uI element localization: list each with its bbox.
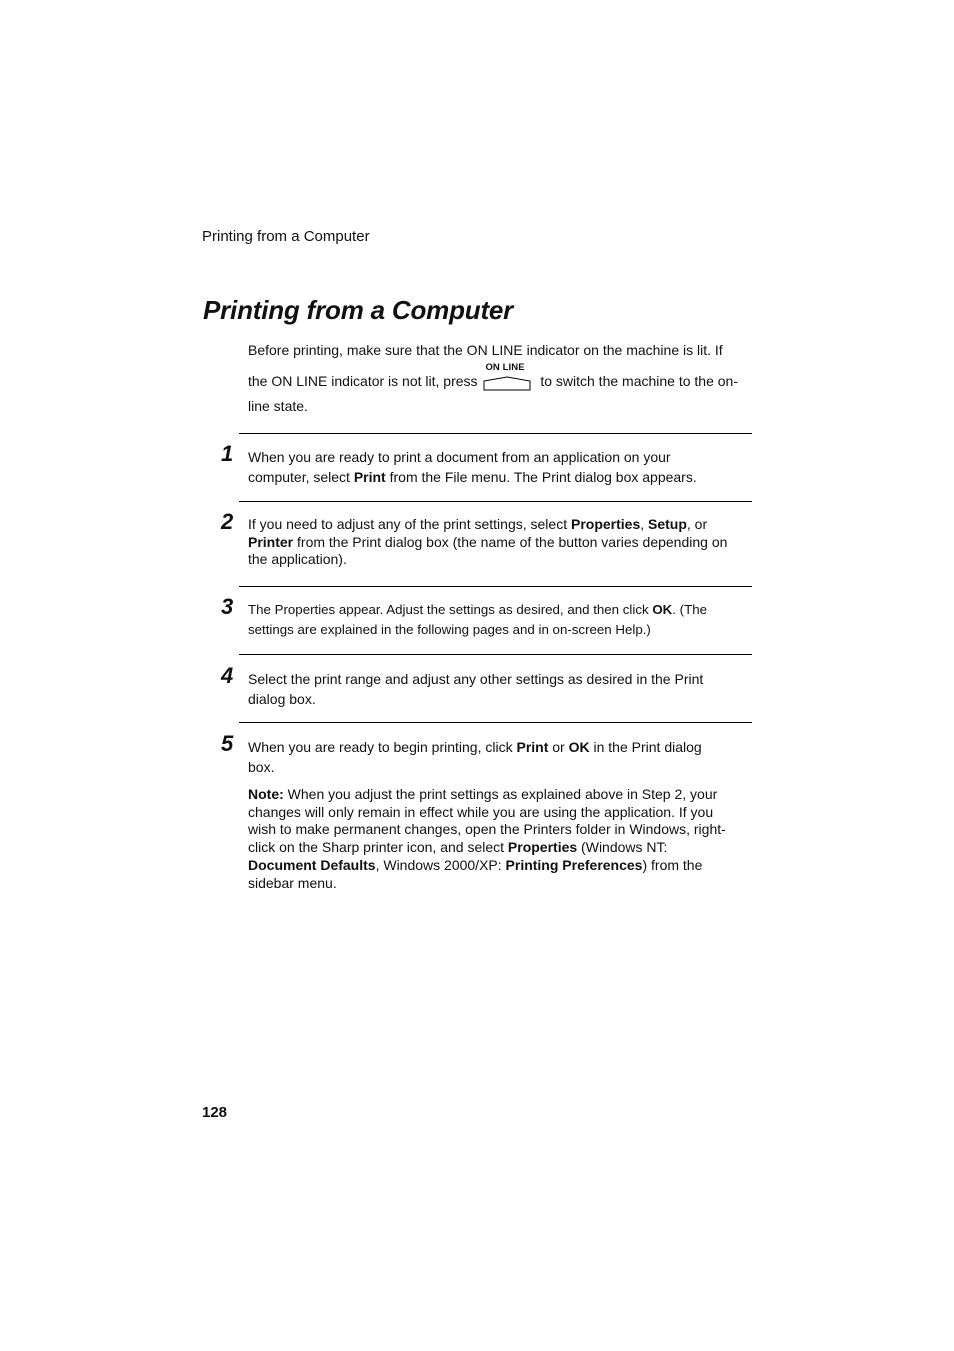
step-2-printer-term: Printer [248, 533, 294, 550]
step-3-line-2: settings are explained in the following pages and in on-screen Help.) [248, 622, 651, 637]
step-3-number: 3 [221, 594, 234, 619]
intro-line-2 [248, 362, 738, 394]
step-4-divider [239, 654, 752, 655]
note-document-defaults-term: Document Defaults [248, 856, 376, 873]
step-5-print-term: Print [516, 739, 549, 755]
step-1-divider [239, 433, 752, 434]
note-line-2: changes will only remain in effect while you are using the application. If you [248, 803, 714, 820]
step-2-number: 2 [221, 509, 234, 534]
step-5-line-1 [248, 737, 748, 757]
step-5-line-1-a: When you are ready to begin printing, click [248, 739, 517, 755]
step-3-line-1 [248, 600, 748, 620]
step-4-text [248, 669, 748, 709]
step-2-line-1 [248, 516, 748, 534]
step-2-properties-term: Properties [570, 516, 641, 532]
step-1-line-2-c: from the File menu. The Print dialog box appears. [385, 469, 697, 485]
step-1-print-term: Print [353, 469, 386, 485]
note-line-1-text: When you adjust the print settings as explained above in Step 2, your [283, 786, 718, 802]
note-line-1 [248, 786, 748, 804]
step-3-line-1-c: . (The [672, 602, 708, 617]
step-2-divider [239, 501, 752, 502]
step-2-setup-term: Setup [648, 516, 687, 532]
step-5-line-2: box. [248, 759, 275, 775]
step-5-ok-term: OK [568, 739, 590, 755]
note-line-4 [248, 839, 748, 857]
online-key-icon [483, 362, 533, 394]
step-1-line-2 [248, 467, 748, 487]
step-2-line-1-a: If you need to adjust any of the print settings, select [248, 516, 571, 532]
intro-line-2-before: the ON LINE indicator is not lit, press [248, 373, 482, 389]
step-5-line-1-e: in the Print dialog [589, 739, 702, 755]
step-5-number: 5 [221, 731, 234, 756]
note-label: Note: [248, 786, 284, 802]
step-1-text [248, 447, 748, 487]
online-key-label: ON LINE [485, 362, 525, 373]
note-line-5-d: ) from the [642, 856, 703, 873]
step-3-divider [239, 586, 752, 587]
running-header: Printing from a Computer [202, 228, 370, 245]
step-5-text [248, 737, 748, 777]
intro-line-1: Before printing, make sure that the ON LINE indicator on the machine is lit. If [248, 342, 723, 358]
step-3-ok-term: OK [652, 602, 673, 617]
step-1-line-2-a: computer, select [248, 469, 354, 485]
step-2-line-2-b: from the Print dialog box (the name of the button varies depending on [293, 533, 728, 550]
note-line-4-c: (Windows NT: [577, 839, 668, 856]
step-5-line-1-c: or [548, 739, 569, 755]
step-1-number: 1 [221, 441, 234, 466]
note-printing-preferences-term: Printing Preferences [505, 856, 643, 873]
note-paragraph [248, 786, 748, 892]
page-number: 128 [202, 1104, 228, 1121]
step-3-line-1-a: The Properties appear. Adjust the settings as desired, and then click [248, 602, 653, 617]
step-5-divider [239, 722, 752, 723]
note-line-6: sidebar menu. [248, 874, 337, 891]
step-3-text [248, 600, 748, 640]
note-line-5-b: , Windows 2000/XP: [375, 856, 506, 873]
note-properties-term: Properties [507, 839, 578, 856]
step-4-line-1: Select the print range and adjust any other settings as desired in the Print [248, 671, 704, 687]
step-4-line-2: dialog box. [248, 691, 316, 707]
step-2-text [248, 516, 748, 569]
note-line-3: wish to make permanent changes, open the Printers folder in Windows, right- [248, 821, 726, 838]
step-2-line-1-c: , [640, 516, 649, 532]
note-line-5 [248, 857, 748, 875]
note-line-4-a: click on the Sharp printer icon, and select [248, 839, 508, 856]
page-title: Printing from a Computer [203, 295, 514, 325]
step-2-line-1-e: , or [686, 516, 708, 532]
intro-line-3: line state. [248, 398, 308, 414]
step-2-line-2 [248, 534, 748, 552]
step-4-number: 4 [221, 663, 234, 688]
step-2-line-3: the application). [248, 551, 347, 567]
step-1-line-1: When you are ready to print a document from an application on your [248, 449, 671, 465]
key-outline-icon [483, 376, 531, 392]
intro-line-2-after: to switch the machine to the on- [536, 373, 738, 389]
